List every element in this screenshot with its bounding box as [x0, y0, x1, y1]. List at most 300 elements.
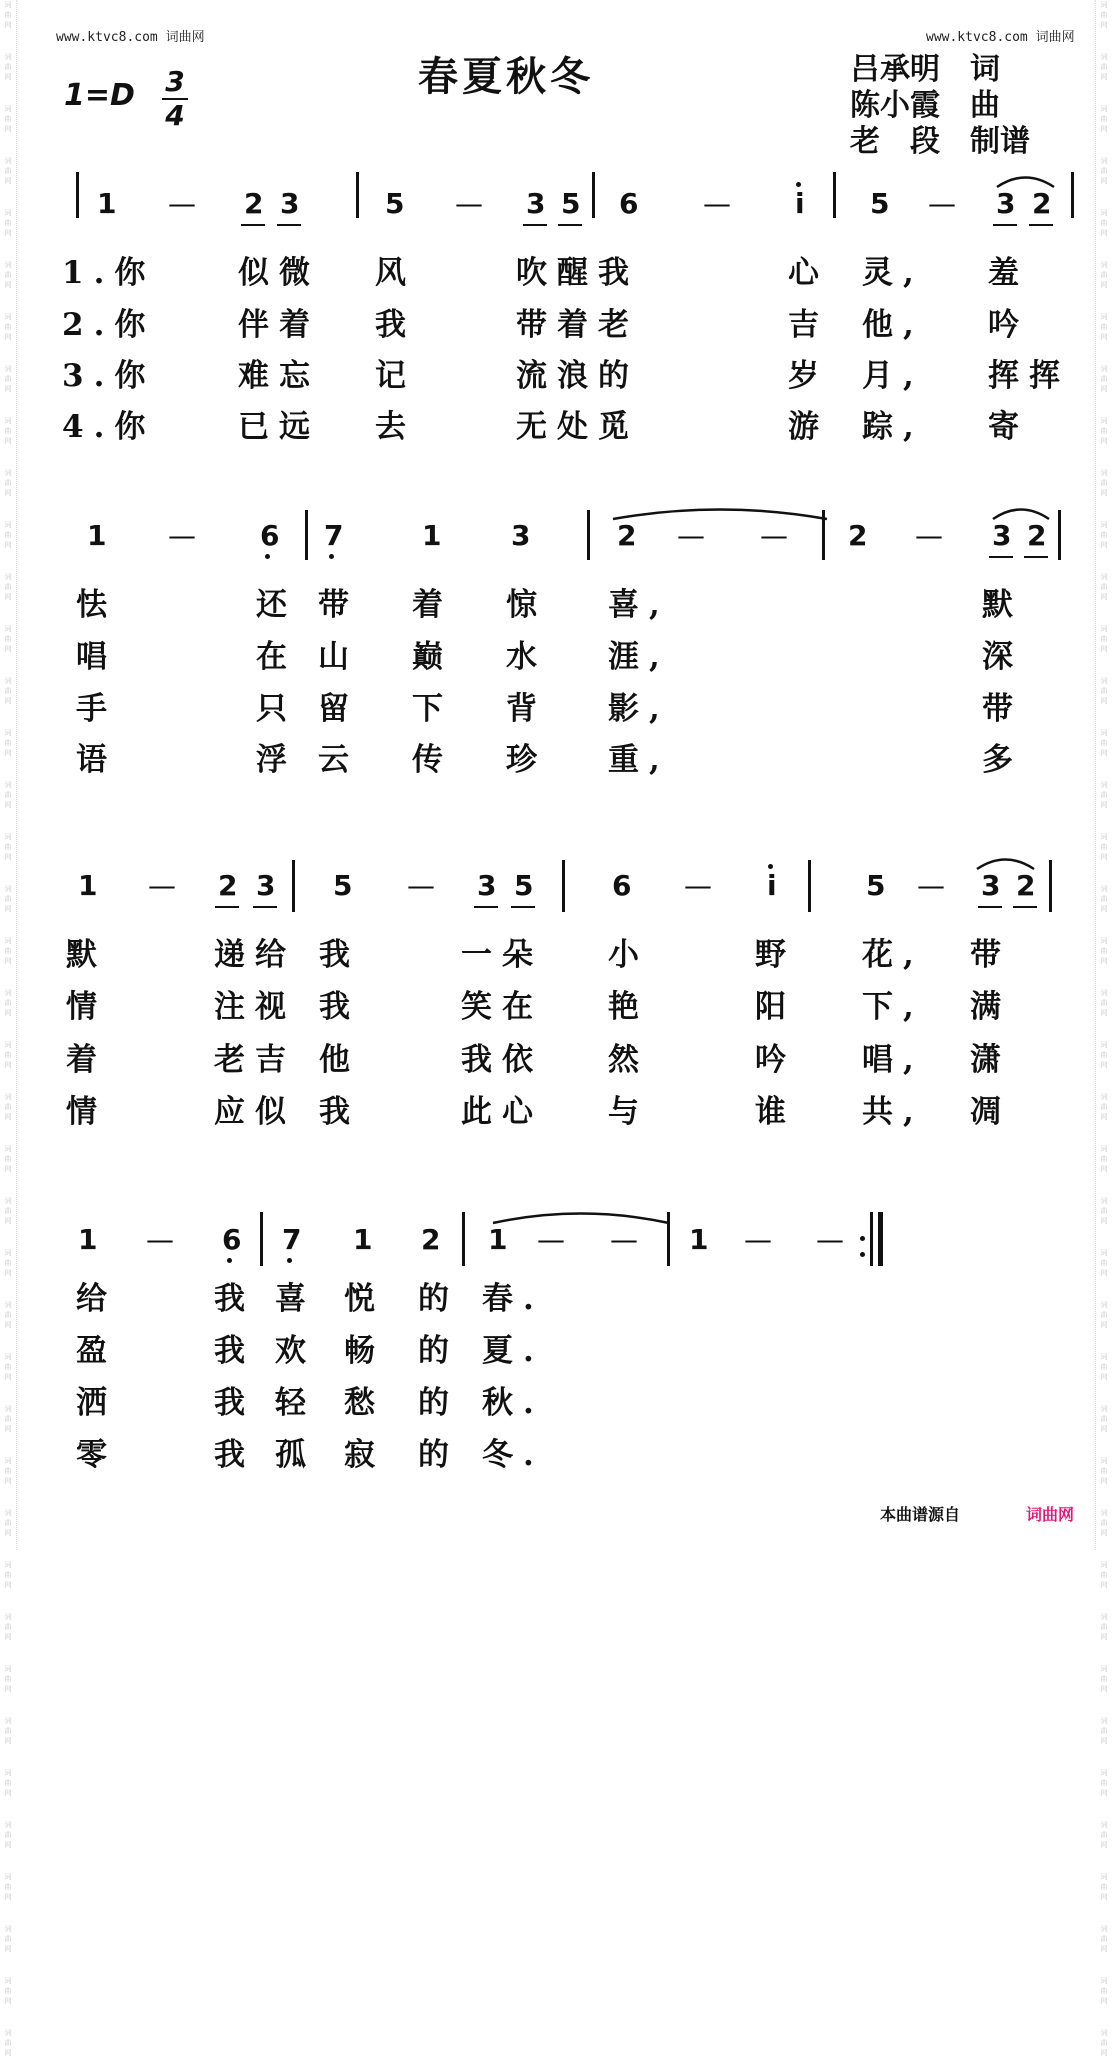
- note: 5: [870, 187, 890, 220]
- lyric-syllable: 带: [970, 937, 1011, 973]
- lyric-syllable: 云: [318, 742, 359, 778]
- side-watermark-text: 词 曲 网: [4, 1405, 12, 1433]
- side-watermark-text: 词 曲 网: [1100, 781, 1108, 809]
- lyric-syllable: 伴着: [238, 307, 320, 343]
- tie-arc: [976, 856, 1035, 870]
- lyric-syllable: 巅: [412, 639, 453, 675]
- side-watermark-text: 词 曲 网: [1100, 1093, 1108, 1121]
- side-watermark-text: 词 曲 网: [1100, 729, 1108, 757]
- lyric-syllable: 唱,: [862, 1042, 924, 1078]
- lyric-syllable: 重,: [608, 742, 670, 778]
- barline: [76, 172, 79, 218]
- side-watermark-text: 词 曲 网: [1100, 1821, 1108, 1849]
- side-watermark-text: 词 曲 网: [4, 677, 12, 705]
- lyric-syllable: 记: [375, 358, 416, 394]
- dash-mark: —: [537, 1223, 565, 1256]
- lyric-syllable: 吟: [988, 307, 1029, 343]
- lyric-syllable: 零: [76, 1437, 117, 1473]
- lyric-syllable: 涯,: [608, 639, 670, 675]
- side-watermark-text: 词 曲 网: [1100, 313, 1108, 341]
- side-watermark-text: 词 曲 网: [4, 1353, 12, 1381]
- dash-mark: —: [168, 519, 196, 552]
- side-watermark-text: 词 曲 网: [1100, 1041, 1108, 1069]
- lyric-syllable: 影,: [608, 691, 670, 727]
- lyric-syllable: 吟: [755, 1042, 796, 1078]
- side-watermark-text: 词 曲 网: [1100, 469, 1108, 497]
- dash-mark: —: [760, 519, 788, 552]
- lyric-syllable: 孤: [275, 1437, 316, 1473]
- dash-mark: —: [744, 1223, 772, 1256]
- lyric-syllable: 带: [318, 587, 359, 623]
- note: 2: [1027, 519, 1047, 552]
- dash-mark: —: [703, 187, 731, 220]
- lyric-syllable: 灵,: [862, 255, 924, 291]
- side-watermark-text: 词 曲 网: [1100, 2029, 1108, 2057]
- lyric-syllable: 我: [319, 989, 360, 1025]
- side-watermark-text: 词 曲 网: [4, 989, 12, 1017]
- note: 2: [848, 519, 868, 552]
- lyric-syllable: 我: [319, 937, 360, 973]
- eighth-underline: [215, 906, 239, 908]
- barline: [1049, 860, 1052, 912]
- side-watermark-text: 词 曲 网: [1100, 53, 1108, 81]
- side-watermark-text: 词 曲 网: [1100, 1457, 1108, 1485]
- side-watermark-text: 词 曲 网: [4, 1821, 12, 1849]
- barline: [1058, 510, 1061, 560]
- side-watermark-text: 词 曲 网: [4, 2029, 12, 2057]
- lyric-syllable: 吉: [788, 307, 829, 343]
- side-watermark-text: 词 曲 网: [4, 105, 12, 133]
- lyric-syllable: 喜: [275, 1281, 316, 1317]
- note: 1: [689, 1223, 709, 1256]
- lyric-syllable: 着: [412, 587, 453, 623]
- site-url: www.ktvc8.com: [56, 30, 158, 45]
- dash-mark: —: [917, 869, 945, 902]
- lyric-syllable: 他,: [862, 307, 924, 343]
- song-title: 春夏秋冬: [418, 53, 594, 100]
- side-watermark-text: 词 曲 网: [4, 521, 12, 549]
- side-watermark-text: 词 曲 网: [4, 1301, 12, 1329]
- lyric-syllable: 潇: [970, 1042, 1011, 1078]
- side-watermark-text: 词 曲 网: [1100, 1613, 1108, 1641]
- eighth-underline: [277, 224, 301, 226]
- side-watermark-text: 词 曲 网: [1100, 1665, 1108, 1693]
- lyric-syllable: 共,: [862, 1094, 924, 1130]
- lyric-syllable: 我: [214, 1333, 255, 1369]
- note: 6: [222, 1223, 242, 1256]
- lyric-syllable: 畅: [344, 1333, 385, 1369]
- footer-brand: 词曲网: [1026, 1505, 1075, 1524]
- note: 1: [422, 519, 442, 552]
- barline: [1071, 172, 1074, 218]
- side-watermark-text: 词 曲 网: [1100, 1, 1108, 29]
- dash-mark: —: [915, 519, 943, 552]
- eighth-underline: [253, 906, 277, 908]
- side-watermark-text: 词 曲 网: [1100, 365, 1108, 393]
- note: 3: [981, 869, 1001, 902]
- lyric-syllable: 悦: [344, 1281, 385, 1317]
- repeat-barline: [878, 1212, 883, 1266]
- side-watermark-text: 词 曲 网: [4, 937, 12, 965]
- side-watermark-text: 词 曲 网: [4, 469, 12, 497]
- lyric-syllable: 花,: [862, 937, 924, 973]
- dash-mark: —: [146, 1223, 174, 1256]
- lyric-syllable: 递给: [214, 937, 296, 973]
- site-url: www.ktvc8.com: [926, 30, 1028, 45]
- lyric-syllable: 似微: [238, 255, 320, 291]
- lyric-syllable: 轻: [275, 1385, 316, 1421]
- lyric-syllable: 手: [76, 691, 117, 727]
- note: 2: [244, 187, 264, 220]
- note: 2: [421, 1223, 441, 1256]
- side-watermark-text: 词 曲 网: [1100, 1405, 1108, 1433]
- note: 5: [561, 187, 581, 220]
- side-watermark-text: 词 曲 网: [1100, 1717, 1108, 1745]
- side-watermark-text: 词 曲 网: [1100, 625, 1108, 653]
- side-watermark-text: 词 曲 网: [1100, 1145, 1108, 1173]
- lyric-syllable: 应似: [214, 1094, 296, 1130]
- dash-mark: —: [610, 1223, 638, 1256]
- barline: [808, 860, 811, 912]
- barline: [833, 172, 836, 218]
- lyric-syllable: 带着老: [516, 307, 639, 343]
- lyric-syllable: 风: [375, 255, 416, 291]
- key-signature: 1=D: [64, 78, 135, 113]
- low-octave-dot: [227, 1258, 232, 1263]
- note: 1: [353, 1223, 373, 1256]
- side-watermark-text: 词 曲 网: [1100, 209, 1108, 237]
- low-octave-dot: [265, 554, 270, 559]
- lyric-syllable: 情: [66, 1094, 107, 1130]
- barline: [260, 1212, 263, 1266]
- tie-arc-path: [997, 178, 1054, 188]
- lyric-syllable: 只: [256, 691, 297, 727]
- credit-composer: 陈小霞 曲: [850, 88, 1000, 123]
- dash-mark: —: [407, 869, 435, 902]
- side-watermark-text: 词 曲 网: [4, 417, 12, 445]
- lyric-syllable: 月,: [862, 358, 924, 394]
- lyric-syllable: 的: [418, 1281, 459, 1317]
- lyric-syllable: 珍: [506, 742, 547, 778]
- note: i: [767, 869, 777, 902]
- tie-arc: [992, 506, 1050, 520]
- side-watermark-text: 词 曲 网: [4, 833, 12, 861]
- note: 3: [992, 519, 1012, 552]
- eighth-underline: [989, 556, 1013, 558]
- note: 1: [488, 1223, 508, 1256]
- lyric-syllable: 踪,: [862, 409, 924, 445]
- lyric-syllable: 此心: [461, 1094, 543, 1130]
- barline: [305, 510, 308, 560]
- lyric-syllable: 1.你: [62, 255, 156, 291]
- note: 7: [324, 519, 344, 552]
- side-watermark-text: 词 曲 网: [4, 1041, 12, 1069]
- note: 5: [514, 869, 534, 902]
- lyric-syllable: 默: [982, 587, 1023, 623]
- side-watermark-text: 词 曲 网: [4, 1197, 12, 1225]
- tie-arc-path: [993, 510, 1049, 520]
- side-watermark-text: 词 曲 网: [4, 625, 12, 653]
- dash-mark: —: [816, 1223, 844, 1256]
- lyric-syllable: 洒: [76, 1385, 117, 1421]
- note: 3: [256, 869, 276, 902]
- note: 1: [87, 519, 107, 552]
- side-watermark-text: 词 曲 网: [4, 573, 12, 601]
- note: 6: [612, 869, 632, 902]
- low-octave-dot: [287, 1258, 292, 1263]
- tie-arc: [492, 1210, 670, 1224]
- tie-arc: [996, 174, 1055, 188]
- lyric-syllable: 语: [76, 742, 117, 778]
- lyric-syllable: 喜,: [608, 587, 670, 623]
- lyric-syllable: 还: [256, 587, 297, 623]
- lyric-syllable: 传: [412, 742, 453, 778]
- note: 5: [333, 869, 353, 902]
- tie-arc: [612, 506, 828, 520]
- barline: [562, 860, 565, 912]
- dash-mark: —: [148, 869, 176, 902]
- lyric-syllable: 我: [214, 1437, 255, 1473]
- eighth-underline: [241, 224, 265, 226]
- side-watermark-text: 词 曲 网: [4, 365, 12, 393]
- note: 1: [97, 187, 117, 220]
- side-watermark-text: 词 曲 网: [1100, 833, 1108, 861]
- dash-mark: —: [455, 187, 483, 220]
- side-watermark-text: 词 曲 网: [4, 1977, 12, 2005]
- lyric-syllable: 去: [375, 409, 416, 445]
- eighth-underline: [474, 906, 498, 908]
- note: 2: [218, 869, 238, 902]
- side-watermark-text: 词 曲 网: [1100, 989, 1108, 1017]
- eighth-underline: [1024, 556, 1048, 558]
- side-watermark-text: 词 曲 网: [4, 157, 12, 185]
- note: 5: [866, 869, 886, 902]
- barline: [587, 510, 590, 560]
- side-watermark-text: 词 曲 网: [1100, 1925, 1108, 1953]
- repeat-barline: [870, 1212, 873, 1266]
- side-watermark-text: 词 曲 网: [1100, 521, 1108, 549]
- dash-mark: —: [684, 869, 712, 902]
- side-watermark-text: 词 曲 网: [1100, 1561, 1108, 1589]
- dash-mark: —: [928, 187, 956, 220]
- side-watermark-text: 词 曲 网: [1100, 105, 1108, 133]
- side-watermark-text: 词 曲 网: [1100, 417, 1108, 445]
- barline: [292, 860, 295, 912]
- lyric-syllable: 春.: [482, 1281, 544, 1317]
- side-watermark-text: 词 曲 网: [4, 1249, 12, 1277]
- lyric-syllable: 满: [970, 989, 1011, 1025]
- lyric-syllable: 游: [788, 409, 829, 445]
- note: 5: [385, 187, 405, 220]
- lyric-syllable: 冬.: [482, 1437, 544, 1473]
- meter-top: 3: [165, 65, 185, 98]
- site-watermark-left: [56, 26, 205, 45]
- note: 2: [617, 519, 637, 552]
- side-watermark-text: 词 曲 网: [1100, 157, 1108, 185]
- lyric-syllable: 已远: [238, 409, 320, 445]
- note: 6: [260, 519, 280, 552]
- side-watermark-text: 词 曲 网: [1100, 573, 1108, 601]
- credit-transcriber: 老 段 制谱: [850, 124, 1030, 159]
- side-watermark-text: 词 曲 网: [4, 1925, 12, 1953]
- side-watermark-text: 词 曲 网: [1100, 1249, 1108, 1277]
- lyric-syllable: 岁: [788, 358, 829, 394]
- site-watermark-right: [926, 26, 1075, 45]
- side-watermark-text: 词 曲 网: [4, 1769, 12, 1797]
- lyric-syllable: 浮: [256, 742, 297, 778]
- side-watermark-text: 词 曲 网: [4, 1093, 12, 1121]
- lyric-syllable: 给: [76, 1281, 117, 1317]
- side-watermark-text: 词 曲 网: [4, 1873, 12, 1901]
- meter-bottom: 4: [165, 99, 185, 132]
- note: 3: [477, 869, 497, 902]
- lyric-syllable: 着: [66, 1042, 107, 1078]
- high-octave-dot: [768, 864, 773, 869]
- lyric-syllable: 盈: [76, 1333, 117, 1369]
- lyric-syllable: 心: [788, 255, 829, 291]
- site-name: 词曲网: [1035, 30, 1075, 45]
- lyric-syllable: 寄: [988, 409, 1029, 445]
- lyric-syllable: 多: [982, 742, 1023, 778]
- lyric-syllable: 吹醒我: [516, 255, 639, 291]
- lyric-syllable: 下: [412, 691, 453, 727]
- repeat-dots-anchor: [860, 1236, 865, 1241]
- lyric-syllable: 阳: [755, 989, 796, 1025]
- lyric-syllable: 2.你: [62, 307, 156, 343]
- credit-lyricist: 吕承明 词: [850, 52, 1000, 87]
- high-octave-dot: [796, 182, 801, 187]
- tie-arc-path: [977, 860, 1034, 870]
- tie-arc-path: [493, 1214, 669, 1224]
- side-watermark-text: 词 曲 网: [4, 729, 12, 757]
- lyric-syllable: 下,: [862, 989, 924, 1025]
- side-watermark-text: 词 曲 网: [4, 261, 12, 289]
- note: 3: [996, 187, 1016, 220]
- lyric-syllable: 挥挥: [988, 358, 1070, 394]
- lyric-syllable: 笑在: [461, 989, 543, 1025]
- eighth-underline: [978, 906, 1002, 908]
- side-watermark-text: 词 曲 网: [1100, 1301, 1108, 1329]
- side-watermark-text: 词 曲 网: [1100, 1353, 1108, 1381]
- lyric-syllable: 带: [982, 691, 1023, 727]
- note: 6: [619, 187, 639, 220]
- eighth-underline: [523, 224, 547, 226]
- lyric-syllable: 凋: [970, 1094, 1011, 1130]
- lyric-syllable: 留: [318, 691, 359, 727]
- lyric-syllable: 谁: [755, 1094, 796, 1130]
- low-octave-dot: [329, 554, 334, 559]
- side-watermark-text: 词 曲 网: [1100, 677, 1108, 705]
- lyric-syllable: 与: [608, 1094, 649, 1130]
- side-watermark-text: 词 曲 网: [4, 209, 12, 237]
- side-watermark-text: 词 曲 网: [1100, 885, 1108, 913]
- lyric-syllable: 寂: [344, 1437, 385, 1473]
- lyric-syllable: 水: [506, 639, 547, 675]
- side-watermark-text: 词 曲 网: [1100, 1509, 1108, 1537]
- right-watermark-strip: [1095, 0, 1112, 2057]
- side-watermark-text: 词 曲 网: [4, 1457, 12, 1485]
- side-watermark-text: 词 曲 网: [4, 1613, 12, 1641]
- lyric-syllable: 3.你: [62, 358, 156, 394]
- lyric-syllable: 野: [755, 937, 796, 973]
- side-watermark-text: 词 曲 网: [4, 885, 12, 913]
- lyric-syllable: 注视: [214, 989, 296, 1025]
- eighth-underline: [993, 224, 1017, 226]
- side-watermark-text: 词 曲 网: [1100, 937, 1108, 965]
- side-watermark-text: 词 曲 网: [4, 53, 12, 81]
- lyric-syllable: 情: [66, 989, 107, 1025]
- lyric-syllable: 他: [319, 1042, 360, 1078]
- note: 1: [78, 1223, 98, 1256]
- lyric-syllable: 艳: [608, 989, 649, 1025]
- side-watermark-text: 词 曲 网: [4, 1145, 12, 1173]
- note: 3: [526, 187, 546, 220]
- eighth-underline: [511, 906, 535, 908]
- side-watermark-text: 词 曲 网: [1100, 1977, 1108, 2005]
- lyric-syllable: 我依: [461, 1042, 543, 1078]
- eighth-underline: [1029, 224, 1053, 226]
- lyric-syllable: 怯: [76, 587, 117, 623]
- side-watermark-text: 词 曲 网: [4, 1, 12, 29]
- lyric-syllable: 我: [375, 307, 416, 343]
- lyric-syllable: 山: [318, 639, 359, 675]
- barline: [462, 1212, 465, 1266]
- lyric-syllable: 在: [256, 639, 297, 675]
- barline: [592, 172, 595, 218]
- tie-arc-path: [613, 510, 827, 520]
- lyric-syllable: 4.你: [62, 409, 156, 445]
- eighth-underline: [558, 224, 582, 226]
- lyric-syllable: 我: [319, 1094, 360, 1130]
- side-watermark-text: 词 曲 网: [4, 1665, 12, 1693]
- side-watermark-text: 词 曲 网: [4, 781, 12, 809]
- lyric-syllable: 羞: [988, 255, 1029, 291]
- left-watermark-strip: [0, 0, 17, 2057]
- site-name: 词曲网: [165, 30, 205, 45]
- lyric-syllable: 然: [608, 1042, 649, 1078]
- side-watermark-text: 词 曲 网: [4, 1717, 12, 1745]
- lyric-syllable: 的: [418, 1385, 459, 1421]
- lyric-syllable: 我: [214, 1385, 255, 1421]
- side-watermark-text: 词 曲 网: [4, 1509, 12, 1537]
- side-watermark-text: 词 曲 网: [1100, 1197, 1108, 1225]
- lyric-syllable: 难忘: [238, 358, 320, 394]
- lyric-syllable: 惊: [506, 587, 547, 623]
- side-watermark-text: 词 曲 网: [1100, 1873, 1108, 1901]
- barline: [356, 172, 359, 218]
- lyric-syllable: 一朵: [461, 937, 543, 973]
- lyric-syllable: 我: [214, 1281, 255, 1317]
- note: 7: [282, 1223, 302, 1256]
- side-watermark-text: 词 曲 网: [4, 313, 12, 341]
- lyric-syllable: 背: [506, 691, 547, 727]
- side-watermark-text: 词 曲 网: [1100, 1769, 1108, 1797]
- repeat-dot: [860, 1252, 865, 1257]
- dash-mark: —: [677, 519, 705, 552]
- dash-mark: —: [168, 187, 196, 220]
- lyric-syllable: 唱: [76, 639, 117, 675]
- lyric-syllable: 夏.: [482, 1333, 544, 1369]
- lyric-syllable: 的: [418, 1437, 459, 1473]
- lyric-syllable: 愁: [344, 1385, 385, 1421]
- lyric-syllable: 无处觅: [516, 409, 639, 445]
- lyric-syllable: 流浪的: [516, 358, 639, 394]
- lyric-syllable: 深: [982, 639, 1023, 675]
- time-signature: [160, 66, 190, 132]
- lyric-syllable: 秋.: [482, 1385, 544, 1421]
- footer-source: 本曲谱源自: [880, 1505, 961, 1524]
- lyric-syllable: 小: [608, 937, 649, 973]
